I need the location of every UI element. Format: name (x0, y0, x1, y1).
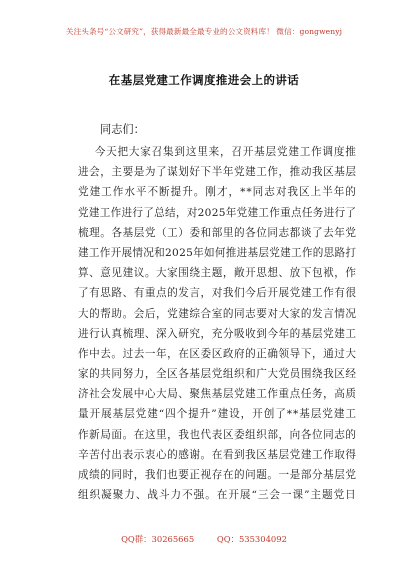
salutation: 同志们： (100, 123, 145, 136)
body-line: 济 社 会 发 展 中 心 大 局 、 聚 焦 基 层 党 建 工 作 重 点 任 务 ， 高 质 (78, 388, 356, 401)
body-line: 辛 苦 付 出 表 示 衷 心 的 感 谢 。 在 看 到 我 区 基 层 党 建 工 作 取 得 (78, 448, 356, 461)
document-body (78, 142, 356, 505)
body-line: 大 的 帮 助 。 会 后 ， 党 建 综 合 室 的 同 志 要 对 大 家 的 发 言 情 况 (78, 307, 356, 320)
qq-group-text: QQ群：30265665 (121, 534, 195, 544)
body-line: 今 天 把 大 家 召 集 到 这 里 来 ， 召 开 基 层 党 建 工 作 调 度 推 (94, 146, 356, 158)
body-line: 党 建 工 作 进 行 了 总 结 ， 对 2 0 2 5 年 党 建 工 作 重 点 任 务 进 行 了 (78, 206, 356, 219)
body-line: 作 中 去 。 过 去 一 年 ， 在 区 委 区 政 府 的 正 确 领 导 下 ， 通 过 大 (78, 347, 356, 360)
body-line: 组 织 凝 聚 力 、 战 斗 力 不 强 。 在 开 展 “ 三 会 一 课 ” 主 题 党 日 (78, 489, 356, 502)
body-line: 进 行 认 真 梳 理 、 深 入 研 究 ， 充 分 吸 收 到 今 年 的 基 层 党 建 工 (78, 327, 356, 340)
body-line: 了 有 思 路 、 有 重 点 的 发 言 ， 对 我 们 今 后 开 展 党 建 工 作 有 很 (78, 287, 356, 300)
body-line: 家 的 共 同 努 力 ， 全 区 各 基 层 党 组 织 和 广 大 党 员 围 绕 我 区 经 (78, 368, 356, 381)
body-line: 进 会 ， 主 要 是 为 了 谋 划 好 下 半 年 党 建 工 作 ， 推 动 我 区 基 层 (78, 166, 356, 179)
body-line: 成 绩 的 同 时 ， 我 们 也 要 正 视 存 在 的 问 题 。 一 是 部 分 基 层 党 (78, 469, 356, 481)
footer-contact (0, 533, 408, 545)
document-title: 在基层党建工作调度推进会上的讲话 (108, 73, 300, 87)
body-line: 梳 理 。 各 基 层 党 （ 工 ） 委 和 部 里 的 各 位 同 志 都 谈 了 去 年 党 (78, 226, 356, 239)
qq-text: QQ：535304092 (216, 534, 287, 544)
body-line: 建 工 作 开 展 情 况 和 2 0 2 5 年 如 何 推 进 基 层 党 建 工 作 的 思 路 打 (78, 246, 356, 259)
body-line: 算 、 意 见 建 议 。 大 家 围 绕 主 题 ， 敞 开 思 想 、 放 下 包 袱 ， 作 (78, 267, 356, 280)
body-line: 作 新 局 面 。 在 这 里 ， 我 也 代 表 区 委 组 织 部 ， 向 各 位 同 志 的 (78, 428, 356, 441)
body-line: 量 开 展 基 层 党 建 “ 四 个 提 升 ” 建 设 ， 开 创 了 * * 基 层 党 建 工 (78, 408, 356, 421)
header-banner: 关注头条号“公文研究”，获得最新最全最专业的公文资料库！ 微信：gongwenyj (65, 27, 343, 36)
body-line: 党 建 工 作 水 平 不 断 提 升 。 刚 才 ， * * 同 志 对 我 区 上 半 年 的 (78, 186, 356, 199)
